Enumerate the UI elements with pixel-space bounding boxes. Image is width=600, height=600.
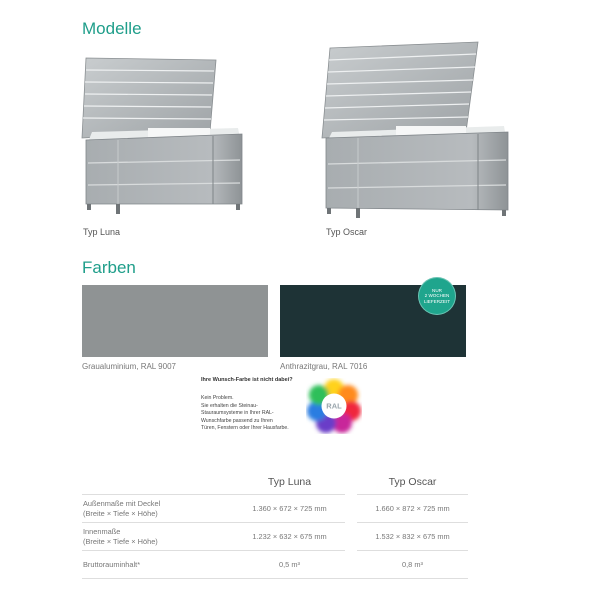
box-luna-image — [78, 52, 248, 222]
badge-line-1: NUR — [432, 287, 442, 293]
wish-color-text — [201, 395, 309, 433]
wish-line-4: Wunschfarbe passend zu Ihren — [201, 417, 273, 424]
wish-color-title: Ihre Wunsch-Farbe ist nicht dabei? — [201, 377, 293, 383]
spec-value-oscar: 0,8 m³ — [357, 551, 468, 579]
ral-color-wheel-icon — [306, 378, 362, 434]
delivery-badge — [418, 277, 456, 315]
models-heading: Modelle — [82, 19, 142, 38]
wish-line-5: Türen, Fenstern oder Ihrer Hausfarbe. — [201, 425, 289, 432]
spec-label: Außenmaße mit Deckel (Breite × Tiefe × Höhe) — [82, 495, 234, 523]
table-row — [82, 495, 468, 523]
spec-label: Innenmaße (Breite × Tiefe × Höhe) — [82, 523, 234, 551]
wish-line-3: Stauraumsysteme in Ihrer RAL- — [201, 410, 274, 417]
badge-line-2: 2 WOCHEN — [424, 293, 450, 299]
spec-value-oscar: 1.660 × 872 × 725 mm — [357, 495, 468, 523]
spec-value-luna: 0,5 m³ — [234, 551, 345, 579]
swatch-label-anthrazitgrau: Anthrazitgrau, RAL 7016 — [280, 362, 368, 371]
spec-value-oscar: 1.532 × 832 × 675 mm — [357, 523, 468, 551]
caption-luna: Typ Luna — [83, 227, 121, 237]
spec-header-empty — [82, 470, 234, 495]
spec-header-luna: Typ Luna — [267, 476, 312, 488]
swatch-graualuminium — [82, 285, 268, 357]
box-oscar-image — [318, 40, 513, 222]
wish-line-2: Sie erhalten die Steinau- — [201, 402, 258, 409]
table-row — [82, 551, 468, 579]
spec-value-luna: 1.232 × 632 × 675 mm — [234, 523, 345, 551]
swatch-label-graualuminium: Graualuminium, RAL 9007 — [82, 362, 176, 371]
ral-label: RAL — [326, 401, 342, 411]
colors-heading: Farben — [82, 258, 136, 277]
badge-line-3: LIEFERZEIT — [423, 298, 451, 304]
spec-header-row — [82, 470, 468, 495]
wish-line-1: Kein Problem. — [201, 395, 234, 401]
caption-oscar: Typ Oscar — [326, 227, 368, 237]
spec-table — [82, 470, 468, 579]
table-row — [82, 523, 468, 551]
spec-label: Bruttorauminhalt* — [82, 551, 234, 579]
spec-header-oscar: Typ Oscar — [388, 476, 437, 488]
spec-value-luna: 1.360 × 672 × 725 mm — [234, 495, 345, 523]
